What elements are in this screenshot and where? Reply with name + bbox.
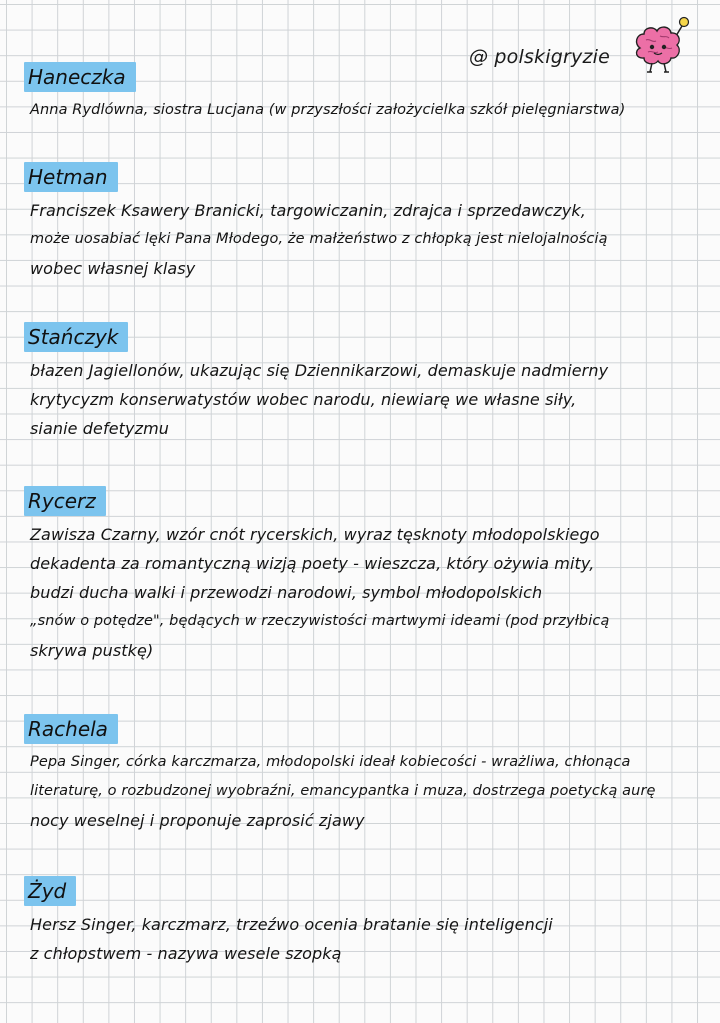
description-line: Anna Rydlówna, siostra Lucjana (w przyszłości założycielka szkół pielęgniarstwa) [30,102,626,118]
brand-handle: @ polskigryzie [468,46,610,68]
character-name: Rycerz [24,486,106,516]
character-name: Żyd [24,876,76,906]
character-name: Rachela [24,714,118,744]
description-line: „snów o potędze", będących w rzeczywistości martwymi ideami (pod przyłbicą [30,613,610,629]
character-description [30,910,710,968]
character-zyd [30,876,710,968]
character-name: Haneczka [24,62,136,92]
description-line: krytycyzm konserwatystów wobec narodu, niewiarę we własne siły, [30,390,577,409]
description-line: z chłopstwem - nazywa wesele szopką [30,944,342,963]
character-description [30,196,710,283]
description-line: Franciszek Ksawery Branicki, targowiczanin, zdrajca i sprzedawczyk, [30,201,586,220]
description-line: dekadenta za romantyczną wizją poety - wieszcza, który ożywia mity, [30,554,595,573]
character-rachela [30,714,710,835]
description-line: skrywa pustkę) [30,641,154,660]
character-description [30,520,710,665]
character-description [30,356,710,443]
description-line: literaturę, o rozbudzonej wyobraźni, emancypantka i muza, dostrzega poetycką aurę [30,783,656,799]
character-haneczka [30,62,710,125]
description-line: sianie defetyzmu [30,419,170,438]
character-name: Stańczyk [24,322,128,352]
description-line: wobec własnej klasy [30,259,196,278]
description-line: może uosabiać lęki Pana Młodego, że małżeństwo z chłopką jest nielojalnością [30,231,608,247]
character-description [30,748,710,835]
character-name: Hetman [24,162,118,192]
description-line: Zawisza Czarny, wzór cnót rycerskich, wyraz tęsknoty młodopolskiego [30,525,600,544]
description-line: nocy weselnej i proponuje zaprosić zjawy [30,811,365,830]
character-stanczyk [30,322,710,443]
description-line: Hersz Singer, karczmarz, trzeźwo ocenia bratanie się inteligencji [30,915,553,934]
description-line: budzi ducha walki i przewodzi narodowi, symbol młodopolskich [30,583,543,602]
description-line: Pepa Singer, córka karczmarza, młodopolski ideał kobiecości - wrażliwa, chłonąca [30,754,631,770]
character-hetman [30,162,710,283]
description-line: błazen Jagiellonów, ukazując się Dziennikarzowi, demaskuje nadmierny [30,361,609,380]
character-description [30,96,710,125]
character-rycerz [30,486,710,665]
